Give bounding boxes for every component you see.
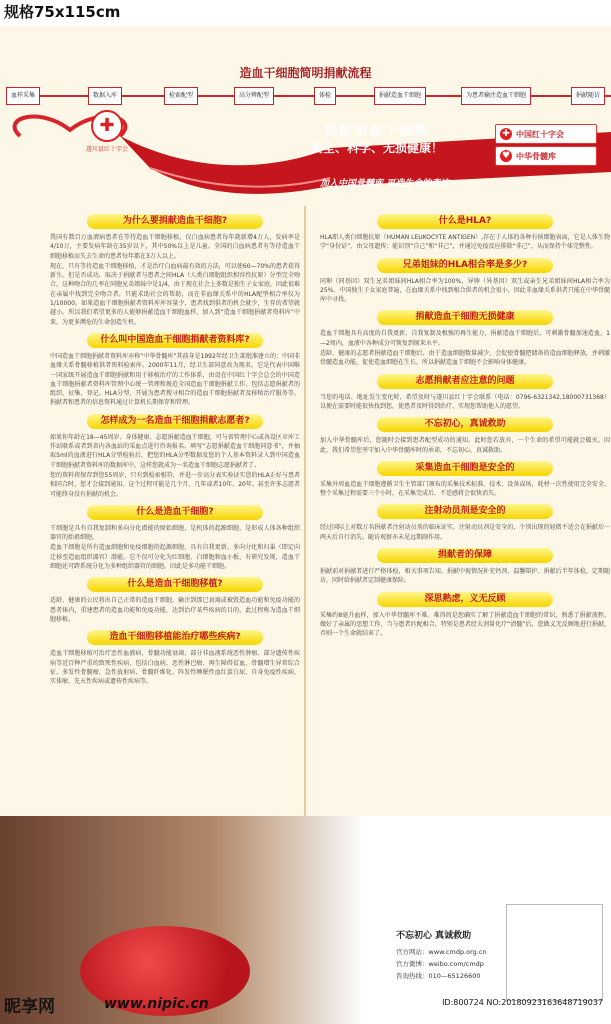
- poster: [0, 26, 611, 1024]
- section-guarantee: [320, 548, 610, 586]
- watermark-url: www.nipic.cn: [104, 996, 209, 1012]
- section-heading: 深思熟虑，义无反顾: [377, 592, 553, 607]
- slogan-line-2: 安全、科学、无损健康！: [310, 141, 443, 155]
- slogan-line-3: 加入中国骨髓库 再造生命的奇迹: [320, 179, 450, 189]
- section-heading: 怎样成为一名造血干细胞捐献志愿者?: [87, 414, 263, 429]
- section-collection-safe: [320, 461, 610, 499]
- section-text: 适龄、健康的志愿者捐献造血干细胞后，由于造血细胞数量减少，会促使骨髓把储备的造血细胞释放，并刺激骨髓造血功能，促使造血细胞在生长，所以捐献造血干细胞不会影响身体健康。: [320, 350, 610, 367]
- slogan-line-1: 捐献造血干细胞: [324, 124, 430, 139]
- section-notes: [320, 374, 610, 412]
- section-text: 造血干细胞是所有造血细胞和免疫细胞的起源细胞，具有自我更新、多向分化和归巢（即定向迁移至造血组织器官）潜能。它不仅可分化为红细胞、白细胞和血小板，有研究发现，造血干细胞还可跨系统分化为多种组织器官的细胞，因此是多功能干细胞。: [50, 544, 300, 571]
- process-flow: [6, 86, 611, 106]
- flow-step: 捐献造血干细胞: [374, 87, 426, 105]
- section-text: 采集外周血造血干细胞遵循卫生主管部门颁布的采集技术标准、技术、设备或场，耗材一次性使用完全安全。整个采集过程需要三个小时，在采集完成后，不适感将会很快消失。: [320, 480, 610, 498]
- section-diseases: [50, 630, 300, 686]
- section-text: 您的资料将保存到您55周岁，只有到检索相符，并进一步高分表实验证实您的HLA正好与患者相同合时，您才会接到通知。这个过程可能是几个月、几年或者10年、20年、甚至许多志愿者可能终身没有捐献的机会。: [50, 471, 300, 498]
- section-text: 采集约8毫升血样，加入中华骨髓库不难。难得的是您确实了解了捐献造血干细胞的常识，熟悉了捐献流程，做好了亲属的思想工作，当与患者匹配相合，特别是患者经大剂量化疗“清髓”后，您做义无反顾地进行捐献，否则一个生命就结束了。: [320, 611, 610, 638]
- left-column: [50, 214, 300, 692]
- section-sibling-match: [320, 258, 610, 305]
- section-why-donate: [50, 214, 300, 327]
- red-cross-icon: ✚: [91, 110, 123, 142]
- section-heading: 造血干细胞移植能治疗哪些疾病?: [87, 630, 263, 645]
- section-text: 现在，只有等待造血干细胞移植，才是治疗白血病最有效的方法，可以使60—70%的患者获得新生。但是否成功，取决于捐献者与患者之间HLA（人类白细胞组织相容性抗原）分型完全吻合，这种吻合的几率在同胞兄弟姐妹中是1/4，由于现在社会上多数是独生子女家庭，因此很难在亲属中找到完全吻合者，只能求助社会的帮助，而在非血缘关系中的HLA配型相合率仅为1/10000。如果造血干细胞捐献者资料库库容量少，患者找到供者的机会就少，生存的希望就越小。所以我们希望更多的人能够捐献造血干细胞血样，加入到“造血干细胞捐献者资料库”中来，为更多濒危的生命创造生机。: [50, 262, 300, 326]
- section-text: 当您的电话、地址发生变化时，希望及时与遂川县红十字会联系（电话：0796-6321342,18000731368）以便在需要时能很快找到您，使患者及时得到治疗，实现您帮助他人的愿望。: [320, 393, 610, 410]
- flow-step: 捐献随访: [571, 87, 605, 105]
- section-heading: 兄弟姐妹的HLA相合率是多少?: [377, 258, 553, 273]
- section-text: 我国有数百万血液病患者在等待造血干细胞移植，仅白血病患者每年就新增4万人，发病率是4/10万，主要发病年龄在35岁以下，其中50%以上是儿童。全国的白血病患者有等待造血干细胞移植而失去生命的患者每年都在3万人以上。: [50, 234, 300, 260]
- section-text: 中国造血干细胞捐献者资料库亦称“中华骨髓库”其前身是1992年经卫生部批准建立的：中国非血缘关系骨髓移植供者资料检索库。2000年11月，经卫生部同意改为现名。它是代表中国唯一国家级开展造血干细胞捐献和用于移植治疗的工作体系，由设在中国红十字会总会的中国造血干细胞捐献者资料库管理中心统一管理和规范全国造血干细胞捐献工作，包括志愿捐献者的组织、征集、登记、HLA分型、开展为患者搜寻相合的造血干细胞捐献者及移植治疗服务等。捐献者和患者的信息资料通过计算机长期保存和管理。: [50, 352, 300, 407]
- qr-code-placeholder: [506, 904, 603, 1001]
- org-marrow-bank: [495, 146, 597, 166]
- right-column: [320, 214, 610, 645]
- section-heading: 什么是造血干细胞?: [87, 505, 263, 520]
- section-hla: [320, 214, 610, 252]
- spec-label: 规格75x115cm: [4, 3, 121, 21]
- flow-step: 血样采集: [6, 87, 40, 105]
- section-how-volunteer: [50, 414, 300, 499]
- org-name: 中华骨髓库: [516, 151, 556, 161]
- section-text: 造血干细胞移植可治疗恶性血液病、骨髓功能衰竭、部分非血液系统恶性肿瘤、部分遗传性疾病等近百种严重的致死性疾病，包括白血病、恶性淋巴瘤、再生障碍贫血、骨髓增生异常综合征、多发性骨髓瘤、急性放射病、骨髓纤维化、阵发性睡眠性血红蛋白尿、自身免疫性疾病、实体瘤、先天性疾病或遗传性疾病等。: [50, 650, 300, 686]
- slogan: [311, 120, 443, 156]
- section-mobilizer-safe: [320, 504, 610, 542]
- section-consider: [320, 592, 610, 639]
- bottom-panel: [0, 816, 611, 1024]
- contact-website: 官方网站：www.cmdp.org.cn: [396, 948, 487, 956]
- flow-step: 检索配型: [164, 87, 198, 105]
- section-text: 适龄、健康的公民将出自己正常的造血干细胞，输注到那已衰竭或被毁造血功能和免疫功能的患者体内，重建患者的造血功能和免疫功能，达到治疗某些疾病的目的，此过程称为造血干细胞移植。: [50, 597, 300, 623]
- contact-weibo: 官方微博：weibo.com/cmdp: [396, 960, 484, 968]
- watermark-id: ID:800724 NO:20180923163648719037: [442, 998, 603, 1007]
- contact-title: 不忘初心 真诚救助: [396, 931, 472, 941]
- red-cross-logo: [84, 110, 130, 153]
- logo-label: 遂川县红十字会: [85, 146, 128, 153]
- section-text: 捐献前对捐献者进行严格体检，相关事项告知。捐献中视情况补充钙剂、温馨陪护。捐献后半年体检，定期随访，同时给捐献者定制健康保险。: [320, 568, 610, 585]
- section-heading: 采集造血干细胞是安全的: [377, 461, 553, 476]
- section-what-stem-cell: [50, 505, 300, 571]
- section-heading: 志愿捐献者应注意的问题: [377, 374, 553, 389]
- section-heading: 为什么要捐献造血干细胞?: [87, 214, 263, 229]
- section-text: 同卵（同基因）双生兄弟姐妹间HLA相合率为100%，异卵（异基因）双生或亲生兄弟姐妹间HLA相合率为25%。中国独生子女家庭普遍，在血缘关系中找到相合供者的机会很小，因此非血缘关系供者只能在中华骨髓库中寻找。: [320, 277, 610, 304]
- section-text: 造血干细胞具有高度的自我更新、自我复制及极强的再生能力，捐献造血干细胞后，可刺激骨髓加速造血，1—2周内，血液中各种成分可恢复到原来水平。: [320, 330, 610, 347]
- section-text: HLA即人类白细胞抗原（HUMAN LEUKOCYTE ANTIGEN）,存在于人体的各种有核细胞表面，它是人体生物学“身份证”，由父母遗传；能识别“自己”和“非己”，并通过免疫反应排除“非己”，从而保持个体完整性。: [320, 234, 610, 251]
- section-marrow-bank: [50, 333, 300, 408]
- marrow-bank-icon: ♥: [501, 150, 511, 161]
- org-red-cross: [495, 124, 597, 144]
- contact-info: [396, 930, 487, 982]
- org-name: 中国红十字会: [516, 129, 564, 139]
- section-text: 干细胞是具有自我复制和多向分化潜能的原始细胞，是机体的起源细胞，是形成人体各种组织器官的始祖细胞。: [50, 524, 300, 542]
- section-original-intent: [320, 417, 610, 455]
- section-text: 如果你年龄在18—45周岁、身体健康、志愿捐献造血干细胞，可与省管理中心或各设区市库工作站联系或者到省内各血站的采血点进行咨询报名。填写“志愿捐献造血干细胞同意书”，并抽取5ml的血液进行HLA分型检验后，把您的HLA分型数据及您的个人基本资料录入到中国造血干细胞捐献者资料库的数据库中，这样您就成为一名造血干细胞志愿捐献者了。: [50, 433, 300, 469]
- section-heading: 什么是造血干细胞移植?: [87, 577, 263, 592]
- section-no-harm: [320, 310, 610, 367]
- flow-step: 体检: [314, 87, 336, 105]
- poster-title: 造血干细胞简明捐献流程: [239, 66, 372, 80]
- section-heading: 什么叫中国造血干细胞捐献者资料库?: [87, 333, 263, 348]
- contact-hotline: 咨询热线：010—65126600: [396, 972, 481, 980]
- flow-step: 为患者输注造血干细胞: [461, 87, 531, 105]
- watermark-brand: 昵享网: [4, 997, 55, 1017]
- flow-step: 数据入库: [88, 87, 122, 105]
- section-text: 加入中华骨髓库后，您随时会接到患者配型成功的通知。此时您若放弃，一个生命的希望可能就会破灭。因此，我们希望您坚守加入中华骨髓库时的承诺，不忘初心，真诚救助。: [320, 437, 610, 454]
- column-divider: [304, 206, 306, 846]
- section-transplant: [50, 577, 300, 624]
- section-heading: 不忘初心，真诚救助: [377, 417, 553, 432]
- red-cross-icon: ✚: [500, 128, 512, 140]
- section-heading: 什么是HLA?: [377, 214, 553, 229]
- flow-step: 高分辨配型: [234, 87, 274, 105]
- section-heading: 捐献者的保障: [377, 548, 553, 563]
- section-text: 经过国际上对数万名捐献者注射动员剂的临床证实，注射动员剂是安全的，个别出现的轻微不适会在捐献后一两天后自行消失。随访观察亦未见远期副作用。: [320, 524, 610, 541]
- section-heading: 注射动员剂是安全的: [377, 504, 553, 519]
- section-heading: 捐献造血干细胞无损健康: [377, 310, 553, 325]
